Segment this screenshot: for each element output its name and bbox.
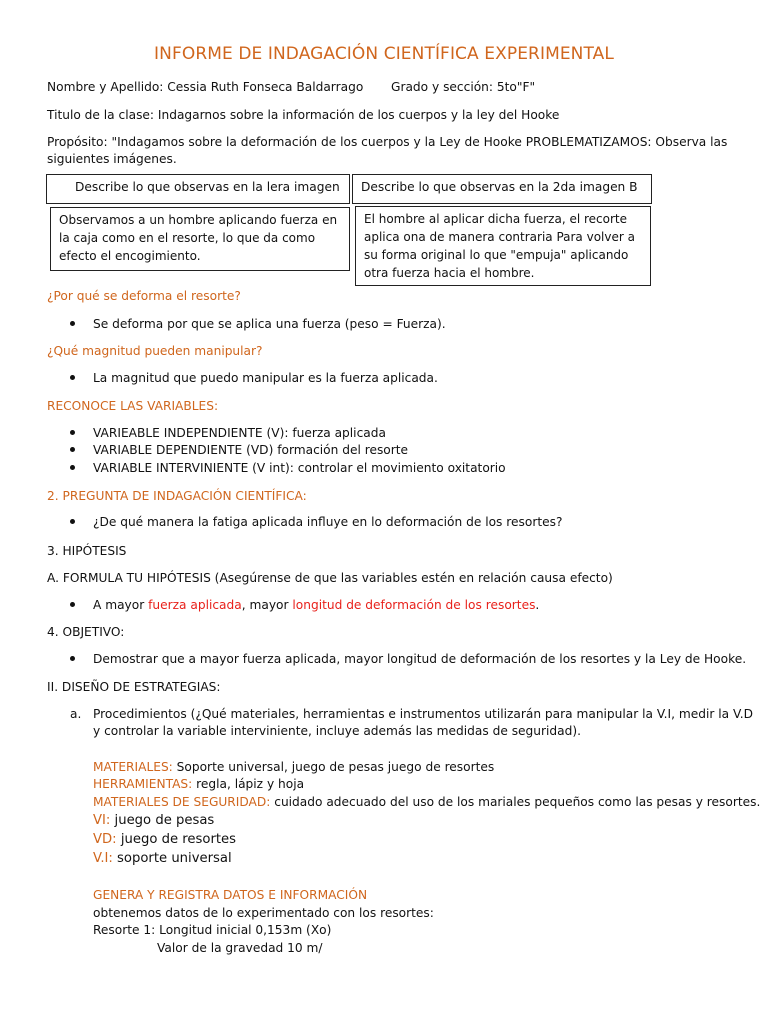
tools-label: HERRAMIENTAS: <box>93 777 193 791</box>
answer-deformation: Se deforma por que se aplica una fuerza (peso = Fuerza). <box>93 317 446 331</box>
objective-text: Demostrar que a mayor fuerza aplicada, mayor longitud de deformación de los resortes y la Ley de Hooke. <box>93 652 747 666</box>
right-header-box <box>352 174 652 204</box>
left-body-text: Observamos a un hombre aplicando fuerza en la caja como en el resorte, lo que da como efecto el encogimiento. <box>59 213 338 263</box>
procedure-line-1: Procedimientos (¿Qué materiales, herramientas e instrumentos utilizarán para manipular la V.I, medir la V.D <box>93 707 753 721</box>
bullet-icon <box>70 321 75 326</box>
variables-heading: RECONOCE LAS VARIABLES: <box>47 399 219 413</box>
inquiry-question-heading: 2. PREGUNTA DE INDAGACIÓN CIENTÍFICA: <box>47 489 307 503</box>
hypothesis-independent: fuerza aplicada <box>148 598 242 612</box>
data-line-3: Valor de la gravedad 10 m/ <box>157 941 323 955</box>
left-header-box <box>46 174 350 204</box>
bullet-icon <box>70 375 75 380</box>
safety-line <box>93 795 760 809</box>
materials-line <box>93 760 494 774</box>
variable-item: VARIABLE DEPENDIENTE (VD) formación del resorte <box>93 443 409 457</box>
safety-label: MATERIALES DE SEGURIDAD: <box>93 795 271 809</box>
tools-line <box>93 777 304 791</box>
vi-label: VI: <box>93 813 111 828</box>
report-title: INFORME DE INDAGACIÓN CIENTÍFICA EXPERIMENTAL <box>154 44 614 64</box>
inquiry-question: ¿De qué manera la fatiga aplicada influye en lo deformación de los resortes? <box>93 515 563 529</box>
bullet-icon <box>70 519 75 524</box>
vi2-line <box>93 851 232 866</box>
objective-heading: 4. OBJETIVO: <box>47 625 125 639</box>
left-header-text: Describe lo que observas en la lera imagen <box>75 180 340 194</box>
hypothesis-part: . <box>535 598 540 612</box>
hypothesis-part: , mayor <box>241 598 293 612</box>
vi-line <box>93 813 214 828</box>
student-name: Nombre y Apellido: Cessia Ruth Fonseca Baldarrago <box>47 80 364 94</box>
question-magnitude: ¿Qué magnitud pueden manipular? <box>47 344 263 358</box>
design-heading: II. DISEÑO DE ESTRATEGIAS: <box>47 680 221 694</box>
hypothesis-part: A mayor <box>93 598 149 612</box>
tools-value: regla, lápiz y hoja <box>192 777 305 791</box>
vd-label: VD: <box>93 832 117 847</box>
vi2-label: V.I: <box>93 851 113 866</box>
answer-magnitude: La magnitud que puedo manipular es la fuerza aplicada. <box>93 371 438 385</box>
data-heading: GENERA Y REGISTRA DATOS E INFORMACIÓN <box>93 888 368 902</box>
right-header-text: Describe lo que observas en la 2da imagen B <box>361 180 638 194</box>
bullet-icon <box>70 465 75 470</box>
bullet-icon <box>70 656 75 661</box>
procedure-line-2: y controlar la variable interviniente, incluye además las medidas de seguridad). <box>93 724 581 738</box>
right-body-box <box>355 206 651 286</box>
hypothesis-instruction: A. FORMULA TU HIPÓTESIS (Asegúrense de que las variables estén en relación causa efecto) <box>47 571 613 585</box>
materials-value: Soporte universal, juego de pesas juego de resortes <box>172 760 495 774</box>
question-deformation: ¿Por qué se deforma el resorte? <box>47 289 241 303</box>
variable-item: VARIABLE INTERVINIENTE (V int): controlar el movimiento oxitatorio <box>93 461 506 475</box>
list-marker: a. <box>70 707 82 721</box>
safety-value: cuidado adecuado del uso de los mariales pequeños como las pesas y resortes. <box>270 795 761 809</box>
bullet-icon <box>70 602 75 607</box>
purpose-line-2: siguientes imágenes. <box>47 152 177 166</box>
bullet-icon <box>70 430 75 435</box>
vi-value: juego de pesas <box>110 813 215 828</box>
vi2-value: soporte universal <box>112 851 232 866</box>
vd-line <box>93 832 236 847</box>
left-body-box <box>50 207 350 271</box>
hypothesis-dependent: longitud de deformación de los resortes <box>292 598 536 612</box>
purpose-line-1: Propósito: "Indagamos sobre la deformación de los cuerpos y la Ley de Hooke PROBLEMATIZAMOS: Observa las <box>47 135 728 149</box>
hypothesis-heading: 3. HIPÓTESIS <box>47 544 127 558</box>
bullet-icon <box>70 447 75 452</box>
data-line-2: Resorte 1: Longitud inicial 0,153m (Xo) <box>93 923 332 937</box>
vd-value: juego de resortes <box>116 832 237 847</box>
right-body-text: El hombre al aplicar dicha fuerza, el recorte aplica ona de manera contraria Para volver a su forma original lo que "empuja" aplicando otra fuerza hacia el hombre. <box>364 212 635 280</box>
variable-item: VARIEABLE INDEPENDIENTE (V): fuerza aplicada <box>93 426 386 440</box>
materials-label: MATERIALES: <box>93 760 173 774</box>
grade-section: Grado y sección: 5to"F" <box>391 80 536 94</box>
data-line-1: obtenemos datos de lo experimentado con los resortes: <box>93 906 434 920</box>
class-title: Titulo de la clase: Indagarnos sobre la información de los cuerpos y la ley del Hooke <box>47 108 560 122</box>
hypothesis-statement <box>93 598 539 612</box>
